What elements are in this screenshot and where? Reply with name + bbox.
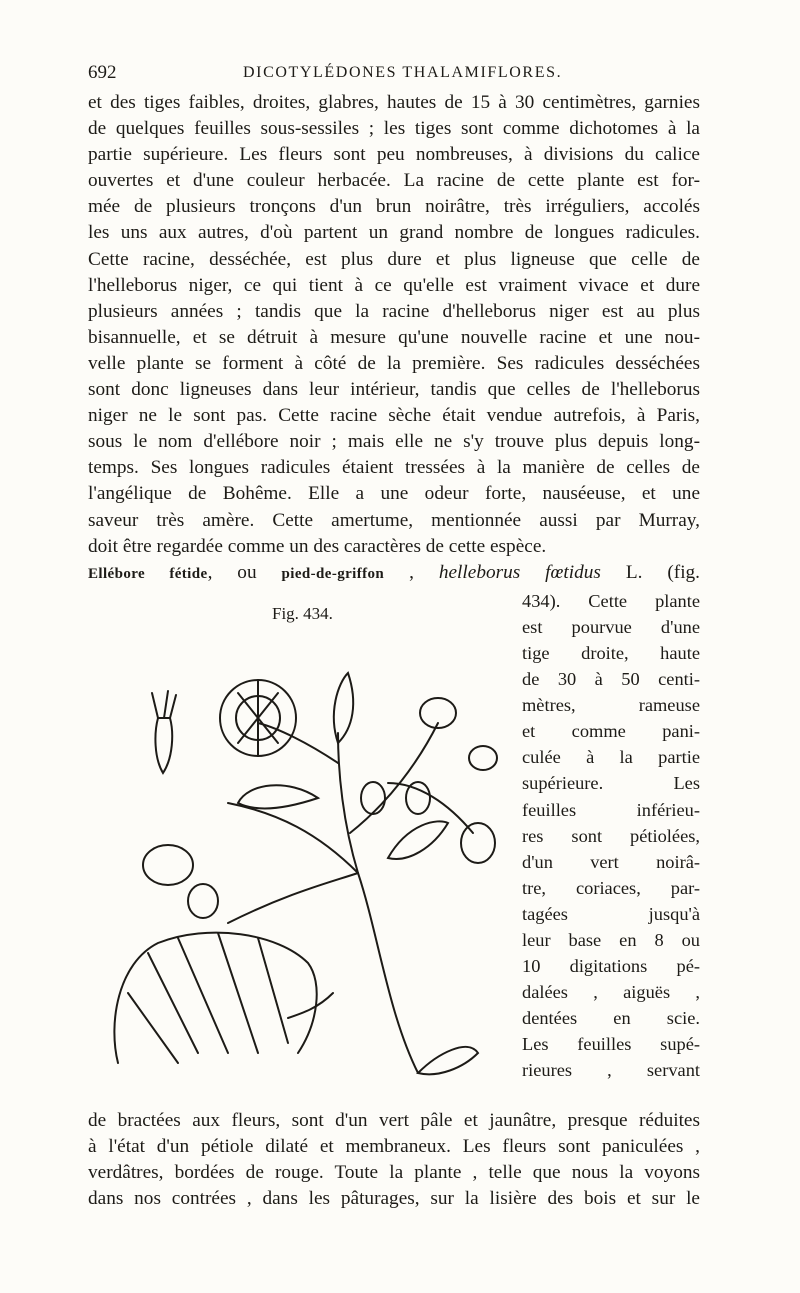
species-heading-line	[88, 560, 700, 586]
text-line: verdâtres, bordées de rouge. Toute la plante , telle que nous la voyons	[88, 1161, 700, 1183]
text-line: sont donc ligneuses dans leur intérieur, tandis que celles de l'helleborus	[88, 379, 700, 401]
text-line: dans nos contrées , dans les pâturages, sur la lisière des bois et sur le	[88, 1188, 700, 1210]
text-line: dalées , aiguës ,	[522, 982, 700, 1003]
text-line: tagées jusqu'à	[522, 903, 700, 924]
text-line: res sont pétiolées,	[522, 825, 700, 846]
text-line: de bractées aux fleurs, sont d'un vert pâle et jaunâtre, presque réduites	[88, 1109, 700, 1131]
text-line: velle plante se forment à côté de la première. Ses radicules desséchées	[88, 352, 700, 374]
paragraph-leaves-description	[88, 1108, 700, 1212]
text-line: supérieure. Les	[522, 773, 700, 794]
species-ref: L. (fig.	[600, 561, 701, 583]
text-line: rieures , servant	[522, 1060, 700, 1081]
text-line: 434). Cette plante	[522, 590, 700, 611]
page-header	[88, 62, 700, 90]
text-line: 10 digitations pé-	[522, 956, 700, 977]
text-line: temps. Ses longues radicules étaient tressées à la manière de celles de	[88, 457, 700, 479]
figure-block	[88, 588, 700, 1108]
text-line: l'angélique de Bohême. Elle a une odeur forte, nauséeuse, et une	[88, 483, 700, 505]
text-line: partie supérieure. Les fleurs sont peu nombreuses, à divisions du calice	[88, 144, 700, 166]
figure-caption: Fig. 434.	[272, 603, 333, 623]
text-line: ouvertes et d'une couleur herbacée. La racine de cette plante est for-	[88, 170, 700, 192]
text-line: est pourvue d'une	[522, 616, 700, 637]
text-line: d'un vert noirâ-	[522, 851, 700, 872]
text-line: tige droite, haute	[522, 642, 700, 663]
running-title: DICOTYLÉDONES THALAMIFLORES.	[243, 64, 563, 81]
text-line: mètres, rameuse	[522, 695, 700, 716]
text-line: et comme pani-	[522, 721, 700, 742]
text-line: à l'état d'un pétiole dilaté et membraneux. Les fleurs sont paniculées ,	[88, 1135, 700, 1157]
text-line: dentées en scie.	[522, 1008, 700, 1029]
text-line: tre, coriaces, par-	[522, 877, 700, 898]
text-line: Cette racine, desséchée, est plus dure et plus ligneuse que celle de	[88, 248, 700, 270]
text-line: bisannuelle, et se détruit à mesure qu'une nouvelle racine et une nou-	[88, 326, 700, 348]
text-line: niger ne le sont pas. Cette racine sèche était vendue autrefois, à Paris,	[88, 405, 700, 427]
side-column-text	[522, 588, 700, 1084]
species-latin-name: helleborus fœtidus	[438, 561, 601, 583]
text-line: sous le nom d'ellébore noir ; mais elle ne s'y trouve plus depuis long-	[88, 431, 700, 453]
figure-434	[88, 588, 518, 1108]
text-line: saveur très amère. Cette amertume, mentionnée aussi par Murray,	[88, 509, 700, 531]
text-line: plusieurs années ; tandis que la racine d'helleborus niger est au plus	[88, 300, 700, 322]
species-separator: ,	[384, 561, 439, 583]
text-line: les uns aux autres, d'où partent un grand nombre de longues radicules.	[88, 222, 700, 244]
text-line: feuilles inférieu-	[522, 799, 700, 820]
text-line: culée à la partie	[522, 747, 700, 768]
paragraph-root-description	[88, 90, 700, 560]
book-page	[88, 62, 700, 1212]
text-line: l'helleborus niger, ce qui tient à ce qu'elle est vraiment vivace et dure	[88, 274, 700, 296]
species-name: Ellébore fétide	[88, 565, 208, 582]
hellebore-plant-engraving-icon	[88, 633, 518, 1088]
text-line: et des tiges faibles, droites, glabres, hautes de 15 à 30 centimètres, garnies	[88, 92, 700, 113]
text-line: de quelques feuilles sous-sessiles ; les tiges sont comme dichotomes à la	[88, 118, 700, 140]
text-line: leur base en 8 ou	[522, 930, 700, 950]
species-alt-name: pied-de-griffon	[281, 565, 385, 582]
page-number: 692	[88, 62, 117, 83]
text-line: de 30 à 50 centi-	[522, 669, 700, 690]
text-line: mée de plusieurs tronçons d'un brun noirâtre, très irréguliers, accolés	[88, 196, 700, 218]
text-line: doit être regardée comme un des caractères de cette espèce.	[88, 535, 547, 557]
species-connector: , ou	[207, 561, 282, 583]
text-line: Les feuilles supé-	[522, 1034, 700, 1055]
